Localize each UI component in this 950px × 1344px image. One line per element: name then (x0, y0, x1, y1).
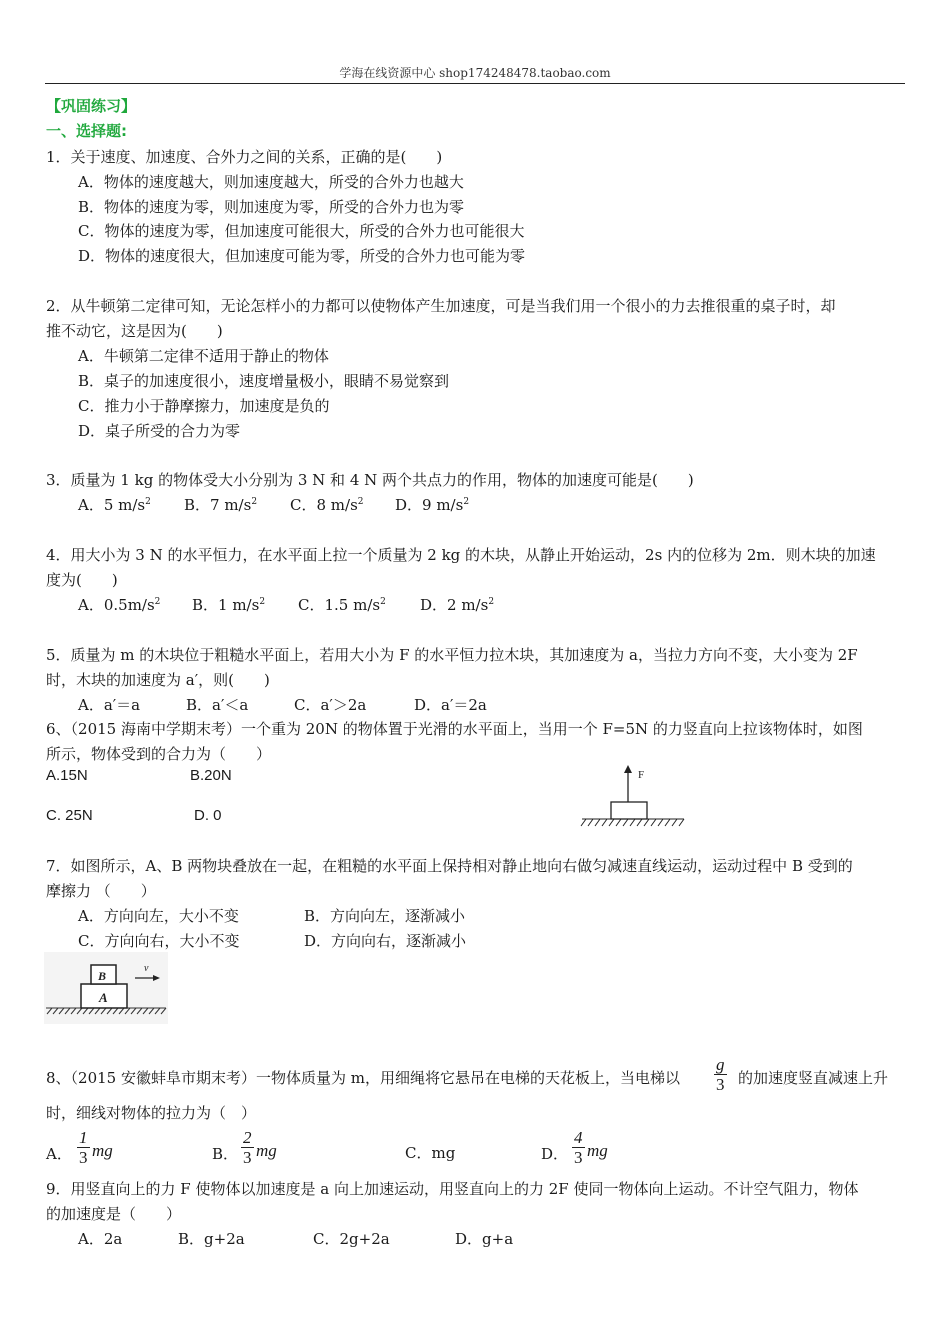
q2-option-d: D．桌子所受的合力为零 (78, 422, 241, 440)
q8-fraction-g-over-3: $\frac{g}{3}$ (716, 1055, 725, 1094)
section-title: 【巩固练习】 (46, 97, 137, 115)
q6-stem-line2: 所示，物体受到的合力为（ ） (46, 745, 272, 763)
q7-option-a: A．方向向左，大小不变 (78, 907, 239, 925)
q4-stem-line1: 4．用大小为 3 N 的水平恒力，在水平面上拉一个质量为 2 kg 的木块，从静止开始运动，2s 内的位移为 2m．则木块的加速 (46, 546, 876, 564)
q5-stem-line1: 5．质量为 m 的木块位于粗糙水平面上，若用大小为 F 的水平恒力拉木块，其加速度为 a，当拉力方向不变，大小变为 2F (46, 646, 858, 664)
q6-option-c: C. 25N (46, 807, 93, 824)
q4-option-d: D．2 $m/s^2$ (420, 596, 495, 614)
q1-option-c: C．物体的速度为零，但加速度可能很大，所受的合外力也可能很大 (78, 222, 525, 240)
q6-figure (578, 762, 688, 832)
q3-option-d: D．9 $m/s^2$ (395, 496, 470, 514)
q2-option-c: C．推力小于静摩擦力，加速度是负的 (78, 397, 330, 415)
q7-option-d: D．方向向右，逐渐减小 (304, 932, 467, 950)
force-arrow-head (624, 765, 632, 773)
ground-hatching (581, 819, 684, 826)
q6-stem-line1: 6、（2015 海南中学期末考）一个重为 20N 的物体置于光滑的水平面上，当用一个 F=5N 的力竖直向上拉该物体时，如图 (46, 720, 863, 738)
q7-option-b: B．方向向左，逐渐减小 (304, 907, 466, 925)
q7-stem-line1: 7．如图所示，A、B 两物块叠放在一起，在粗糙的水平面上保持相对静止地向右做匀减速直线运动，运动过程中 B 受到的 (46, 857, 853, 875)
q3-option-a: A．5 $m/s^2$ (78, 496, 151, 514)
header-rule (45, 83, 905, 84)
q3-stem: 3．质量为 1 kg 的物体受大小分别为 3 N 和 4 N 两个共点力的作用，物体的加速度可能是( ) (46, 471, 694, 489)
q9-option-c: C．2g+2a (313, 1230, 390, 1248)
q3-option-b: B．7 $m/s^2$ (184, 496, 258, 514)
q4-stem-line2: 度为( ) (46, 571, 118, 589)
q4-option-c: C．1.5 $m/s^2$ (298, 596, 386, 614)
q5-option-d: D．a′＝2a (414, 696, 487, 714)
q7-figure (44, 952, 168, 1024)
block-b-label: B (98, 969, 107, 983)
q6-option-a: A.15N (46, 767, 88, 784)
page-header: 学海在线资源中心 shop174248478.taobao.com (339, 66, 611, 80)
q2-stem-line1: 2．从牛顿第二定律可知，无论怎样小的力都可以使物体产生加速度，可是当我们用一个很小的力去推很重的桌子时，却 (46, 297, 836, 315)
q2-option-b: B．桌子的加速度很小，速度增量极小，眼睛不易觉察到 (78, 372, 450, 390)
block (611, 802, 647, 819)
q8-stem-line2: 时，细线对物体的拉力为（ ） (46, 1104, 257, 1122)
section-subtitle: 一、选择题: (46, 122, 127, 140)
q6-option-d: D. 0 (194, 807, 222, 824)
q5-stem-line2: 时，木块的加速度为 a′，则( ) (46, 671, 270, 689)
q7-stem-line2: 摩擦力 （ ） (46, 882, 156, 900)
q1-option-b: B．物体的速度为零，则加速度为零，所受的合外力也为零 (78, 198, 465, 216)
q4-option-a: A．$0.5m/s^2$ (78, 596, 161, 614)
velocity-label: v (144, 963, 149, 974)
q4-option-b: B．1 $m/s^2$ (192, 596, 266, 614)
q8-option-c: C．mg (405, 1144, 456, 1162)
q1-option-a: A．物体的速度越大，则加速度越大，所受的合外力也越大 (78, 173, 464, 191)
q1-stem: 1．关于速度、加速度、合外力之间的关系，正确的是( ) (46, 148, 443, 166)
q9-option-b: B．g+2a (178, 1230, 245, 1248)
q8-stem-line1-end: 的加速度竖直减速上升 (738, 1069, 889, 1087)
q1-option-d: D．物体的速度很大，但加速度可能为零，所受的合外力也可能为零 (78, 247, 526, 265)
q7-option-c: C．方向向右，大小不变 (78, 932, 240, 950)
q6-option-b: B.20N (190, 767, 232, 784)
block-a-label: A (99, 990, 108, 1005)
q5-option-b: B．a′＜a (186, 696, 249, 714)
q9-option-a: A．2a (78, 1230, 123, 1248)
q5-option-a: A．a′＝a (78, 696, 141, 714)
q5-option-c: C．a′＞2a (294, 696, 367, 714)
q3-option-c: C．8 $m/s^2$ (290, 496, 364, 514)
q2-option-a: A．牛顿第二定律不适用于静止的物体 (78, 347, 329, 365)
q8-stem-line1: 8、（2015 安徽蚌阜市期末考）一物体质量为 m，用细绳将它悬吊在电梯的天花板上，当电梯以 (46, 1069, 680, 1087)
force-label: F (638, 769, 645, 781)
q9-stem-line2: 的加速度是（ ） (46, 1205, 182, 1223)
q9-option-d: D．g+a (455, 1230, 514, 1248)
q9-stem-line1: 9．用竖直向上的力 F 使物体以加速度是 a 向上加速运动，用竖直向上的力 2F 使同一物体向上运动。不计空气阻力，物体 (46, 1180, 859, 1198)
q2-stem-line2: 推不动它，这是因为( ) (46, 322, 223, 340)
